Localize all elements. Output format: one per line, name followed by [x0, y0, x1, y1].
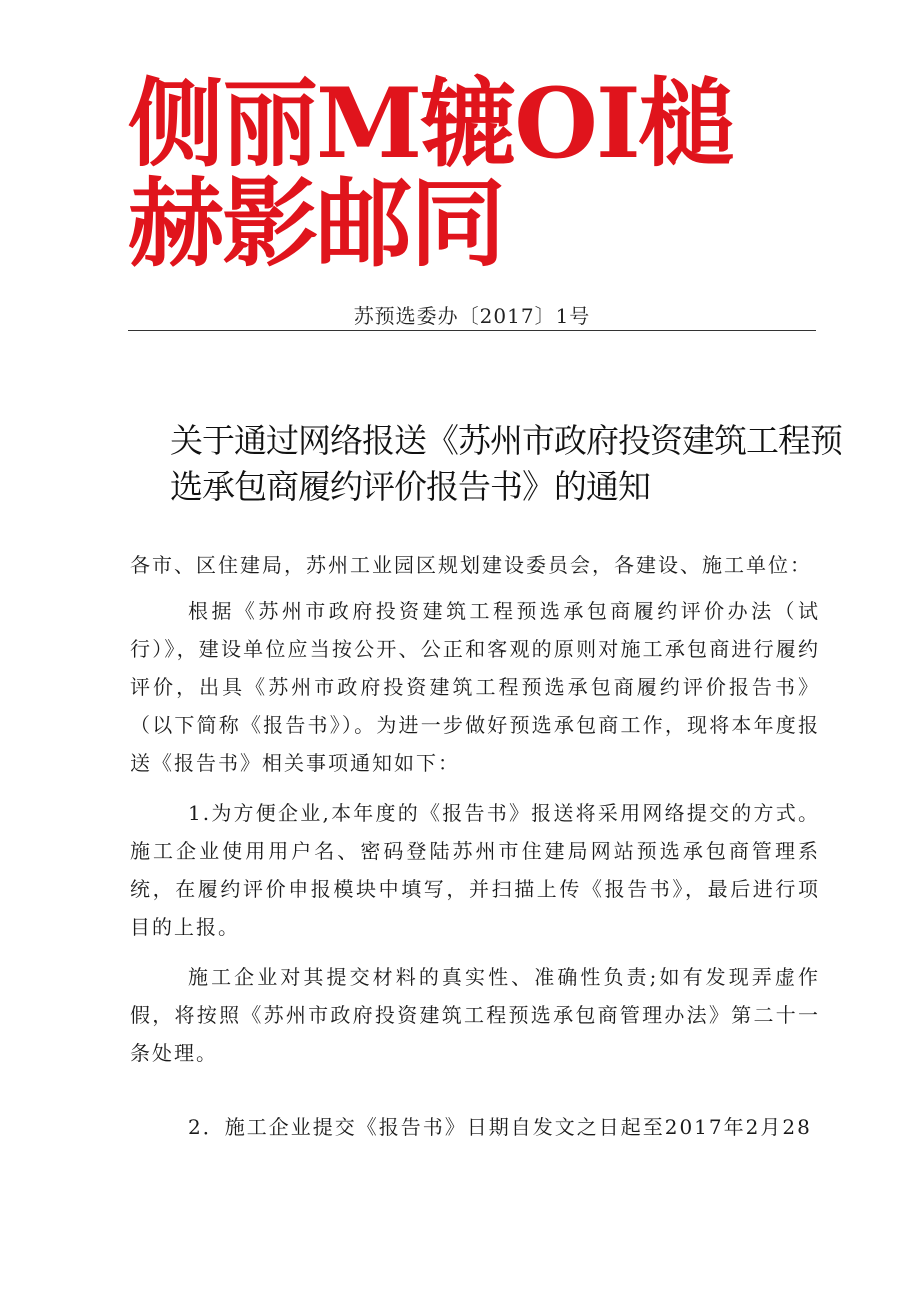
- masthead-line-1: 侧丽M辘OI槌: [128, 67, 733, 180]
- title-line-2: 选承包商履约评价报告书》的通知: [170, 467, 650, 506]
- header-divider: [128, 330, 816, 331]
- title-line-1: 关于通过网络报送《苏州市政府投资建筑工程预: [170, 421, 842, 460]
- item-2-paragraph: 2．施工企业提交《报告书》日期自发文之日起至2017年2月28: [188, 1115, 812, 1139]
- red-masthead: [128, 67, 818, 280]
- document-number: 苏预选委办〔2017〕1号: [353, 304, 591, 328]
- document-title: [170, 418, 842, 510]
- addressee-line: 各市、区住建局，苏州工业园区规划建设委员会，各建设、施工单位：: [130, 553, 812, 577]
- intro-paragraph: 根据《苏州市政府投资建筑工程预选承包商履约评价办法（试行）》，建设单位应当按公开、公正和客观的原则对施工承包商进行履约评价，出具《苏州市政府投资建筑工程预选承包商履约评价报告书》（以下简称《报告书》）。为进一步做好预选承包商工作，现将本年度报送《报告书》相关事项通知如下：: [130, 599, 820, 775]
- item-1-paragraph: 1.为方便企业,本年度的《报告书》报送将采用网络提交的方式。施工企业使用用户名、密码登陆苏州市住建局网站预选承包商管理系统，在履约评价申报模块中填写，并扫描上传《报告书》，最后进行项目的上报。: [130, 801, 820, 939]
- masthead-line-2: 赫影邮同: [128, 167, 504, 280]
- item-1-note-paragraph: 施工企业对其提交材料的真实性、准确性负责;如有发现弄虚作假，将按照《苏州市政府投资建筑工程预选承包商管理办法》第二十一条处理。: [130, 965, 820, 1065]
